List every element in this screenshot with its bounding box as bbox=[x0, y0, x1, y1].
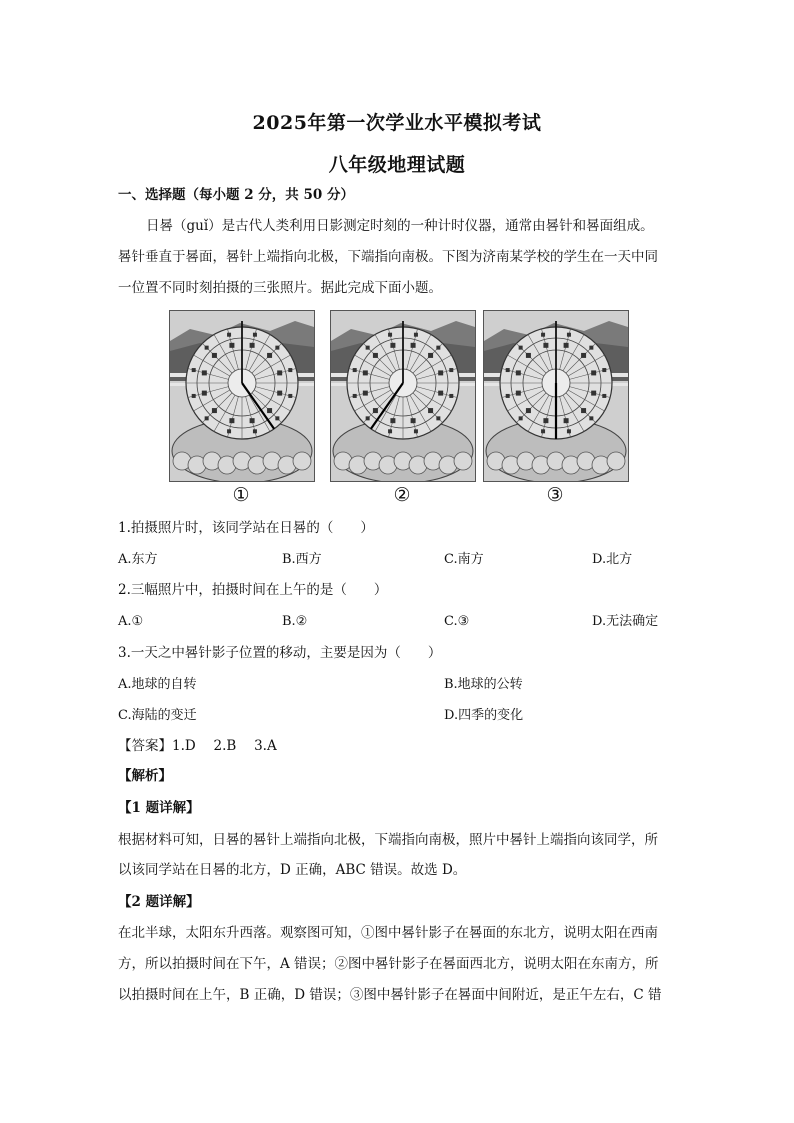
hour-mark bbox=[567, 429, 571, 433]
hour-mark bbox=[373, 353, 378, 358]
hour-mark bbox=[438, 391, 443, 396]
hour-mark bbox=[363, 391, 368, 396]
detail-text: 在北半球，太阳东升西落。观察图可知，①图中晷针影子在晷面的东北方，说明太阳在西南 bbox=[118, 925, 658, 941]
detail-text: 以该同学站在日晷的北方，D 正确，ABC 错误。故选 D。 bbox=[118, 862, 467, 878]
hour-mark bbox=[564, 343, 569, 348]
photo-caption: ② bbox=[393, 484, 411, 506]
hour-mark bbox=[202, 370, 207, 375]
option: A.东方 bbox=[118, 552, 158, 567]
hour-mark bbox=[277, 370, 282, 375]
hour-mark bbox=[205, 416, 209, 420]
hour-mark bbox=[589, 346, 593, 350]
intro-line: 晷针垂直于晷面，晷针上端指向北极，下端指向南极。下图为济南某学校的学生在一天中同 bbox=[118, 249, 658, 265]
hour-mark bbox=[543, 343, 548, 348]
hour-mark bbox=[275, 346, 279, 350]
exam-subtitle: 八年级地理试题 bbox=[328, 154, 466, 176]
section-heading: 一、选择题（每小题 2 分，共 50 分） bbox=[118, 187, 354, 203]
hour-mark bbox=[212, 408, 217, 413]
hour-mark bbox=[253, 429, 257, 433]
option: C.③ bbox=[444, 614, 470, 629]
hour-mark bbox=[428, 353, 433, 358]
hour-mark bbox=[212, 353, 217, 358]
hour-mark bbox=[288, 368, 292, 372]
question-stem: 1.拍摄照片时，该同学站在日晷的（ ） bbox=[118, 520, 374, 536]
detail-label: 【1 题详解】 bbox=[118, 800, 200, 816]
hour-mark bbox=[541, 429, 545, 433]
base-carving bbox=[454, 452, 472, 470]
hour-mark bbox=[449, 368, 453, 372]
hour-mark bbox=[602, 394, 606, 398]
hour-mark bbox=[227, 429, 231, 433]
hour-mark bbox=[526, 408, 531, 413]
hour-mark bbox=[516, 370, 521, 375]
question-stem: 3.一天之中晷针影子位置的移动，主要是因为（ ） bbox=[118, 645, 442, 661]
hour-mark bbox=[353, 394, 357, 398]
option: D.无法确定 bbox=[592, 614, 659, 629]
hour-mark bbox=[541, 333, 545, 337]
hour-mark bbox=[543, 418, 548, 423]
hour-mark bbox=[250, 418, 255, 423]
option: C.海陆的变迁 bbox=[118, 708, 197, 723]
hour-mark bbox=[519, 346, 523, 350]
detail-text: 方，所以拍摄时间在下午，A 错误；②图中晷针影子在晷面西北方，说明太阳在东南方，所 bbox=[118, 956, 659, 972]
hour-mark bbox=[363, 370, 368, 375]
hour-mark bbox=[388, 429, 392, 433]
hour-mark bbox=[388, 333, 392, 337]
exam-title: 2025年第一次学业水平模拟考试 bbox=[252, 112, 542, 134]
hour-mark bbox=[229, 418, 234, 423]
hour-mark bbox=[288, 394, 292, 398]
hour-mark bbox=[353, 368, 357, 372]
hour-mark bbox=[591, 370, 596, 375]
detail-text: 以拍摄时间在上午，B 正确，D 错误；③图中晷针影子在晷面中间附近，是正午左右，C 错 bbox=[118, 987, 662, 1003]
detail-label: 【2 题详解】 bbox=[118, 894, 200, 910]
sundial-photo-2 bbox=[330, 310, 476, 482]
option: B.② bbox=[282, 614, 308, 629]
hour-mark bbox=[366, 346, 370, 350]
hour-mark bbox=[202, 391, 207, 396]
question-stem: 2.三幅照片中，拍摄时间在上午的是（ ） bbox=[118, 582, 388, 598]
option: A.① bbox=[118, 614, 144, 629]
hour-mark bbox=[411, 343, 416, 348]
hour-mark bbox=[192, 394, 196, 398]
hour-mark bbox=[275, 416, 279, 420]
hour-mark bbox=[411, 418, 416, 423]
hour-mark bbox=[267, 353, 272, 358]
hour-mark bbox=[567, 333, 571, 337]
hour-mark bbox=[526, 353, 531, 358]
photo-caption: ③ bbox=[546, 484, 564, 506]
hour-mark bbox=[564, 418, 569, 423]
hour-mark bbox=[277, 391, 282, 396]
base-carving bbox=[607, 452, 625, 470]
option: B.西方 bbox=[282, 552, 322, 567]
intro-line: 日晷（guǐ）是古代人类利用日影测定时刻的一种计时仪器，通常由晷针和晷面组成。 bbox=[146, 218, 654, 234]
hour-mark bbox=[205, 346, 209, 350]
hour-mark bbox=[438, 370, 443, 375]
option: B.地球的公转 bbox=[444, 677, 523, 692]
option: D.北方 bbox=[592, 552, 633, 567]
detail-text: 根据材料可知，日晷的晷针上端指向北极，下端指向南极，照片中晷针上端指向该同学，所 bbox=[118, 832, 658, 848]
hour-mark bbox=[192, 368, 196, 372]
hour-mark bbox=[414, 429, 418, 433]
option: C.南方 bbox=[444, 552, 484, 567]
hour-mark bbox=[436, 416, 440, 420]
option: A.地球的自转 bbox=[118, 677, 197, 692]
hour-mark bbox=[390, 418, 395, 423]
sundial-photo-3 bbox=[483, 310, 629, 482]
hour-mark bbox=[428, 408, 433, 413]
hour-mark bbox=[516, 391, 521, 396]
answer-line: 【答案】1.D 2.B 3.A bbox=[118, 738, 277, 754]
analysis-label: 【解析】 bbox=[118, 768, 172, 784]
hour-mark bbox=[591, 391, 596, 396]
hour-mark bbox=[602, 368, 606, 372]
hour-mark bbox=[449, 394, 453, 398]
sundial-photo-1 bbox=[169, 310, 315, 482]
hour-mark bbox=[581, 408, 586, 413]
hour-mark bbox=[373, 408, 378, 413]
hour-mark bbox=[366, 416, 370, 420]
hour-mark bbox=[390, 343, 395, 348]
intro-line: 一位置不同时刻拍摄的三张照片。据此完成下面小题。 bbox=[118, 280, 442, 296]
hour-mark bbox=[253, 333, 257, 337]
hour-mark bbox=[581, 353, 586, 358]
hour-mark bbox=[414, 333, 418, 337]
hour-mark bbox=[250, 343, 255, 348]
hour-mark bbox=[506, 368, 510, 372]
base-carving bbox=[293, 452, 311, 470]
photo-caption: ① bbox=[232, 484, 250, 506]
hour-mark bbox=[506, 394, 510, 398]
option: D.四季的变化 bbox=[444, 708, 524, 723]
hour-mark bbox=[227, 333, 231, 337]
hour-mark bbox=[436, 346, 440, 350]
hour-mark bbox=[589, 416, 593, 420]
hour-mark bbox=[519, 416, 523, 420]
hour-mark bbox=[229, 343, 234, 348]
hour-mark bbox=[267, 408, 272, 413]
